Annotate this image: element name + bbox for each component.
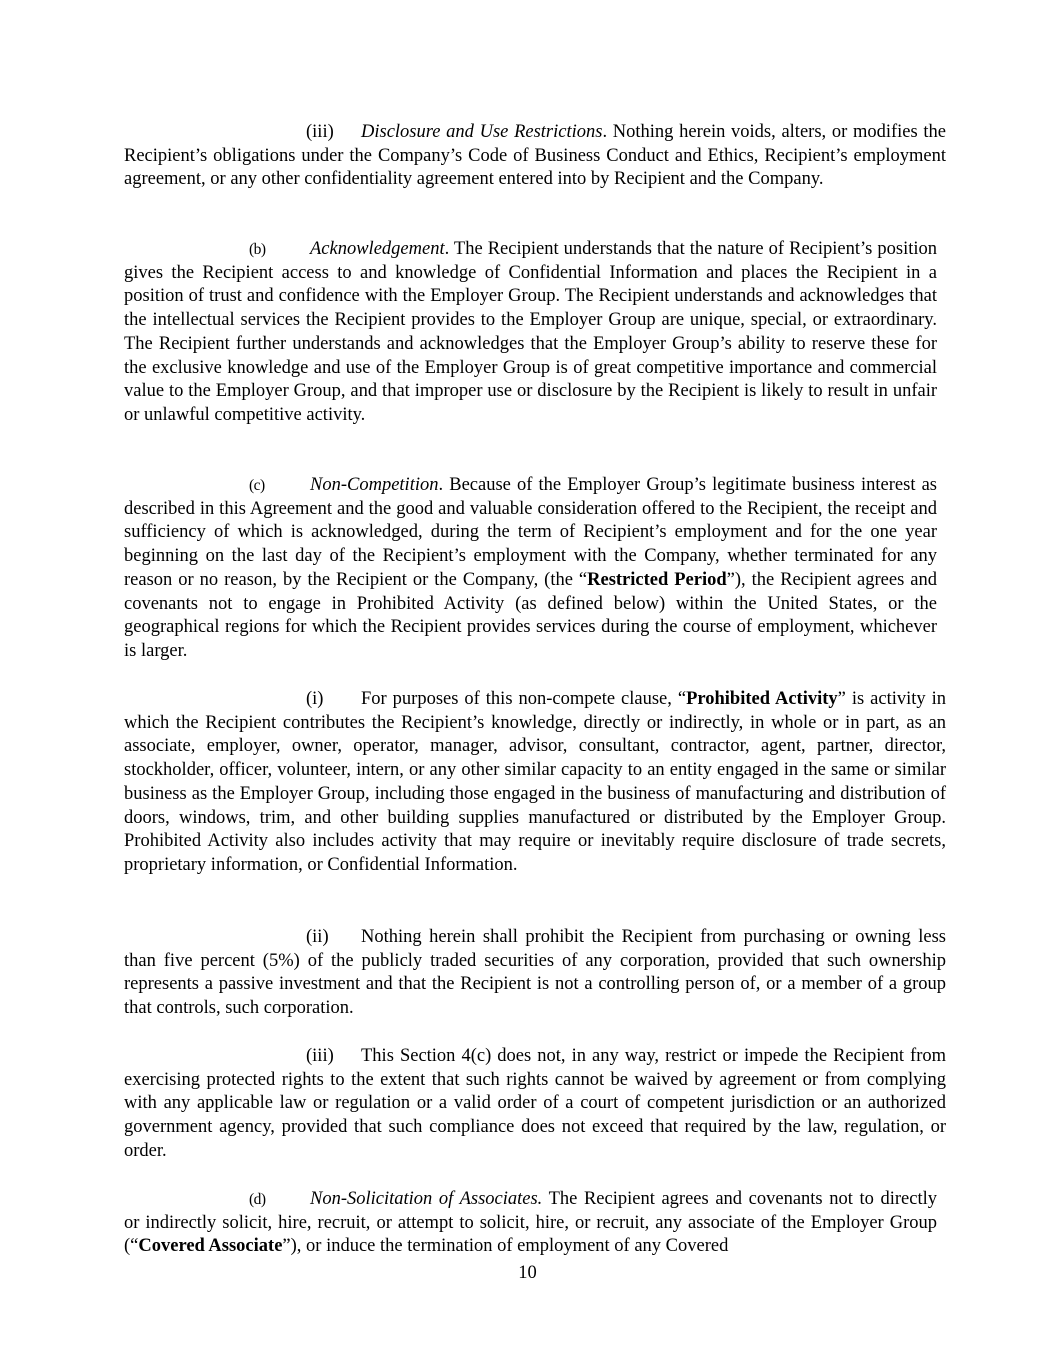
defined-term-covered-associate: Covered Associate: [138, 1236, 283, 1257]
defined-term-prohibited-activity: Prohibited Activity: [686, 689, 838, 709]
clause-number: (i): [306, 689, 324, 709]
clause-number: (iii): [306, 1046, 334, 1066]
clause-text: . Nothing herein voids, alters, or modifies the Recipient’s obligations under the Company’s Code of Business Conduct and Ethics, Recipient’s employment agreement, or any other confidentiality agreement entered into by Recipient and the Company.: [124, 122, 946, 190]
paragraph-prohibited-activity: [124, 688, 946, 878]
clause-text: The Recipient agrees and covenants not to directly or indirectly solicit, hire, recruit, or attempt to solicit, hire, or recruit, any associate of the Employer Group (“: [124, 1189, 937, 1257]
clause-heading: Acknowledgement: [310, 239, 445, 259]
clause-number: (b): [249, 241, 266, 258]
paragraph-disclosure-use-restrictions: [124, 121, 946, 192]
page-number: 10: [518, 1263, 537, 1283]
defined-term-restricted-period: Restricted Period: [587, 569, 727, 590]
clause-number: (ii): [306, 927, 329, 947]
clause-text-continued: ”), or induce the termination of employment of any Covered: [282, 1236, 729, 1257]
clause-number: (c): [249, 477, 265, 494]
clause-text: This Section 4(c) does not, in any way, restrict or impede the Recipient from exercising protected rights to the extent that such rights cannot be waived by agreement or from complying with any applicable law or regulation or a valid order of a court of competent jurisdiction or an authorized government agency, provided that such compliance does not exceed that required by the law, regulation, or order.: [124, 1046, 946, 1161]
paragraph-non-solicitation: [124, 1188, 937, 1259]
clause-text: For purposes of this non-compete clause, “: [361, 689, 687, 709]
paragraph-protected-rights: [124, 1045, 946, 1164]
clause-number: (d): [249, 1191, 266, 1208]
clause-text: . Because of the Employer Group’s legitimate business interest as described in this Agreement and the good and valuable consideration offered to the Recipient, the receipt and sufficiency of which is acknowledged, during the term of Recipient’s employment and for the one year beginning on the last day of the Recipient’s employment with the Company, whether terminated for any reason or no reason, by the Recipient or the Company, (the “: [124, 475, 937, 590]
clause-text-continued: ” is activity in which the Recipient contributes the Recipient’s knowledge, directly or indirectly, in whole or in part, as an associate, employer, owner, operator, manager, advisor, consultant, contractor, agent, partner, director, stockholder, officer, volunteer, intern, or any other similar capacity to an entity engaged in the same or similar business as the Employer Group, including those engaged in the business of manufacturing and distribution of doors, windows, trim, and other building supplies manufactured or distributed by the Employer Group. Prohibited Activity also includes activity that may require or inevitably require disclosure of trade secrets, proprietary information, or Confidential Information.: [124, 689, 946, 875]
clause-heading: Non-Competition: [310, 475, 439, 495]
clause-text-continued: ”), the Recipient agrees and covenants not to engage in Prohibited Activity (as defined below) within the United States, or the geographical regions for which the Recipient provides services during the course of employment, whichever is larger.: [124, 569, 937, 661]
paragraph-securities-exception: [124, 926, 946, 1021]
clause-text: Nothing herein shall prohibit the Recipient from purchasing or owning less than five percent (5%) of the publicly traded securities of any corporation, provided that such ownership represents a passive investment and that the Recipient is not a controlling person of, or a member of a group that controls, such corporation.: [124, 927, 946, 1019]
clause-number: (iii): [306, 122, 334, 142]
clause-text: . The Recipient understands that the nature of Recipient’s position gives the Recipient access to and knowledge of Confidential Information and places the Recipient in a position of trust and confidence with the Employer Group. The Recipient understands and acknowledges that the intellectual services the Recipient provides to the Employer Group are unique, special, or extraordinary. The Recipient further understands and acknowledges that the Employer Group’s ability to reserve these for the exclusive knowledge and use of the Employer Group is of great competitive importance and commercial value to the Employer Group, and that improper use or disclosure by the Recipient is likely to result in unfair or unlawful competitive activity.: [124, 239, 937, 425]
paragraph-non-competition: [124, 474, 937, 664]
clause-heading: Disclosure and Use Restrictions: [361, 122, 603, 142]
clause-heading: Non-Solicitation of Associates.: [310, 1189, 543, 1209]
paragraph-acknowledgement: [124, 238, 937, 428]
